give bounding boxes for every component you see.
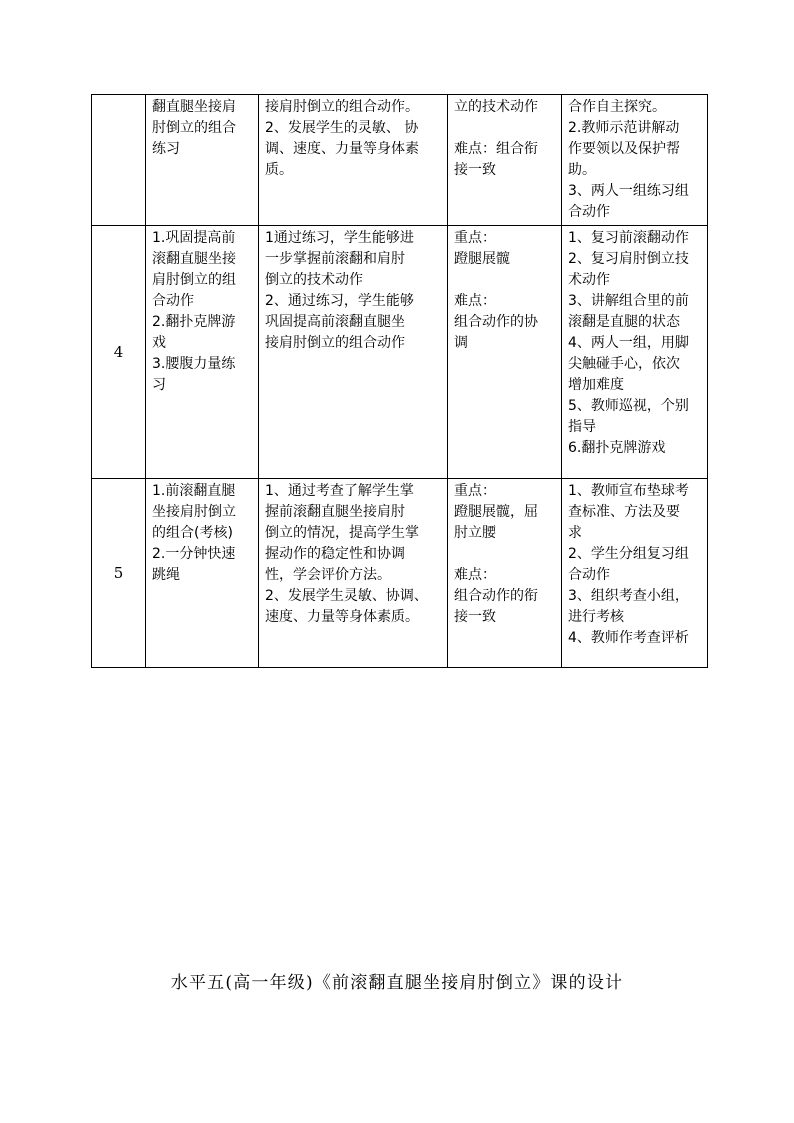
cell-text-line: 2.教师示范讲解动 bbox=[568, 120, 680, 136]
cell-text-line: 助。 bbox=[568, 162, 596, 178]
cell-text-line: 组合动作的衔 bbox=[454, 588, 538, 604]
cell-text-line: 2、发展学生灵敏、协调、 bbox=[265, 588, 428, 604]
content-cell bbox=[146, 226, 259, 479]
cell-text-line: 查标准、方法及要 bbox=[568, 504, 680, 520]
cell-text-line: 合作自主探究。 bbox=[568, 99, 666, 115]
cell-text-line: 难点：组合衔 bbox=[454, 141, 538, 157]
table-row bbox=[92, 226, 708, 479]
lesson-design-title: 水平五(高一年级)《前滚翻直腿坐接肩肘倒立》课的设计 bbox=[170, 973, 624, 993]
cell-text-line: 2、复习肩肘倒立技 bbox=[568, 251, 689, 267]
cell-text-line: 性，学会评价方法。 bbox=[265, 567, 391, 583]
cell-text-line: 速度、力量等身体素质。 bbox=[265, 609, 419, 625]
cell-text-line: 2、学生分组复习组 bbox=[568, 546, 689, 562]
cell-text-line: 增加难度 bbox=[568, 377, 624, 393]
content-cell bbox=[146, 479, 259, 668]
cell-text-line: 1、复习前滚翻动作 bbox=[568, 230, 689, 246]
cell-text-line: 3、组织考查小组， bbox=[568, 588, 689, 604]
cell-text-line: 翻直腿坐接肩 bbox=[152, 99, 236, 115]
cell-text-line: 倒立的情况，提高学生掌 bbox=[265, 525, 419, 541]
cell-text-line: 肩肘倒立的组 bbox=[152, 272, 236, 288]
table-row bbox=[92, 479, 708, 668]
methods-cell bbox=[562, 226, 708, 479]
cell-text-line: 2、发展学生的灵敏、 协 bbox=[265, 120, 419, 136]
cell-text-line: 握动作的稳定性和协调 bbox=[265, 546, 405, 562]
cell-text-line: 合动作 bbox=[568, 204, 610, 220]
cell-text-line: 作要领以及保护帮 bbox=[568, 141, 680, 157]
objective-cell bbox=[259, 226, 448, 479]
cell-text-line: 蹬腿展髋 bbox=[454, 251, 510, 267]
cell-text-line: 习 bbox=[152, 377, 166, 393]
cell-text-line: 接一致 bbox=[454, 609, 496, 625]
cell-text-line: 尖触碰手心，依次 bbox=[568, 356, 680, 372]
cell-text-line: 难点： bbox=[454, 293, 496, 309]
cell-text-line: 难点： bbox=[454, 567, 496, 583]
cell-text-line: 3.腰腹力量练 bbox=[152, 356, 236, 372]
cell-text-line: 1、通过考查了解学生掌 bbox=[265, 483, 414, 499]
cell-text-line: 3、两人一组练习组 bbox=[568, 183, 689, 199]
keypoints-cell bbox=[448, 95, 562, 226]
blank-line bbox=[454, 544, 557, 565]
cell-text-line: 一步掌握前滚翻和肩肘 bbox=[265, 251, 405, 267]
blank-line bbox=[454, 270, 557, 291]
cell-text-line: 合动作 bbox=[568, 567, 610, 583]
cell-text-line: 戏 bbox=[152, 335, 166, 351]
cell-text-line: 6.翻扑克牌游戏 bbox=[568, 440, 666, 456]
lesson-number-cell: 4 bbox=[92, 226, 146, 479]
cell-text-line: 调 bbox=[454, 335, 468, 351]
cell-text-line: 立的技术动作 bbox=[454, 99, 538, 115]
cell-text-line: 2.一分钟快速 bbox=[152, 546, 236, 562]
methods-cell bbox=[562, 479, 708, 668]
lesson-number-cell: 5 bbox=[92, 479, 146, 668]
cell-text-line: 倒立的技术动作 bbox=[265, 272, 363, 288]
cell-text-line: 巩固提高前滚翻直腿坐 bbox=[265, 314, 405, 330]
objective-cell bbox=[259, 479, 448, 668]
table-row bbox=[92, 95, 708, 226]
cell-text-line: 滚翻直腿坐接 bbox=[152, 251, 236, 267]
cell-text-line: 1、教师宣布垫球考 bbox=[568, 483, 689, 499]
cell-text-line: 跳绳 bbox=[152, 567, 180, 583]
cell-text-line: 4、教师作考查评析 bbox=[568, 630, 689, 646]
cell-text-line: 蹬腿展髋，屈 bbox=[454, 504, 538, 520]
cell-text-line: 肘立腰 bbox=[454, 525, 496, 541]
cell-text-line: 练习 bbox=[152, 141, 180, 157]
cell-text-line: 进行考核 bbox=[568, 609, 624, 625]
objective-cell bbox=[259, 95, 448, 226]
lesson-plan-table bbox=[91, 94, 708, 668]
cell-text-line: 握前滚翻直腿坐接肩肘 bbox=[265, 504, 405, 520]
content-cell bbox=[146, 95, 259, 226]
cell-text-line: 坐接肩肘倒立 bbox=[152, 504, 236, 520]
methods-cell bbox=[562, 95, 708, 226]
cell-text-line: 的组合(考核) bbox=[152, 525, 233, 541]
lesson-number-cell bbox=[92, 95, 146, 226]
cell-text-line: 5、教师巡视，个别 bbox=[568, 398, 689, 414]
cell-text-line: 2、通过练习，学生能够 bbox=[265, 293, 414, 309]
cell-text-line: 1.巩固提高前 bbox=[152, 230, 236, 246]
cell-text-line: 术动作 bbox=[568, 272, 610, 288]
cell-text-line: 4、两人一组，用脚 bbox=[568, 335, 689, 351]
cell-text-line: 质。 bbox=[265, 162, 293, 178]
cell-text-line: 接一致 bbox=[454, 162, 496, 178]
blank-line bbox=[454, 118, 557, 139]
keypoints-cell bbox=[448, 479, 562, 668]
cell-text-line: 肘倒立的组合 bbox=[152, 120, 236, 136]
cell-text-line: 接肩肘倒立的组合动作 bbox=[265, 335, 405, 351]
cell-text-line: 调、速度、力量等身体素 bbox=[265, 141, 419, 157]
cell-text-line: 1通过练习，学生能够进 bbox=[265, 230, 414, 246]
cell-text-line: 2.翻扑克牌游 bbox=[152, 314, 236, 330]
cell-text-line: 组合动作的协 bbox=[454, 314, 538, 330]
cell-text-line: 1.前滚翻直腿 bbox=[152, 483, 236, 499]
cell-text-line: 合动作 bbox=[152, 293, 194, 309]
cell-text-line: 滚翻是直腿的状态 bbox=[568, 314, 680, 330]
cell-text-line: 指导 bbox=[568, 419, 596, 435]
cell-text-line: 求 bbox=[568, 525, 582, 541]
cell-text-line: 重点： bbox=[454, 483, 496, 499]
cell-text-line: 接肩肘倒立的组合动作。 bbox=[265, 99, 419, 115]
cell-text-line: 重点： bbox=[454, 230, 496, 246]
cell-text-line: 3、讲解组合里的前 bbox=[568, 293, 689, 309]
keypoints-cell bbox=[448, 226, 562, 479]
